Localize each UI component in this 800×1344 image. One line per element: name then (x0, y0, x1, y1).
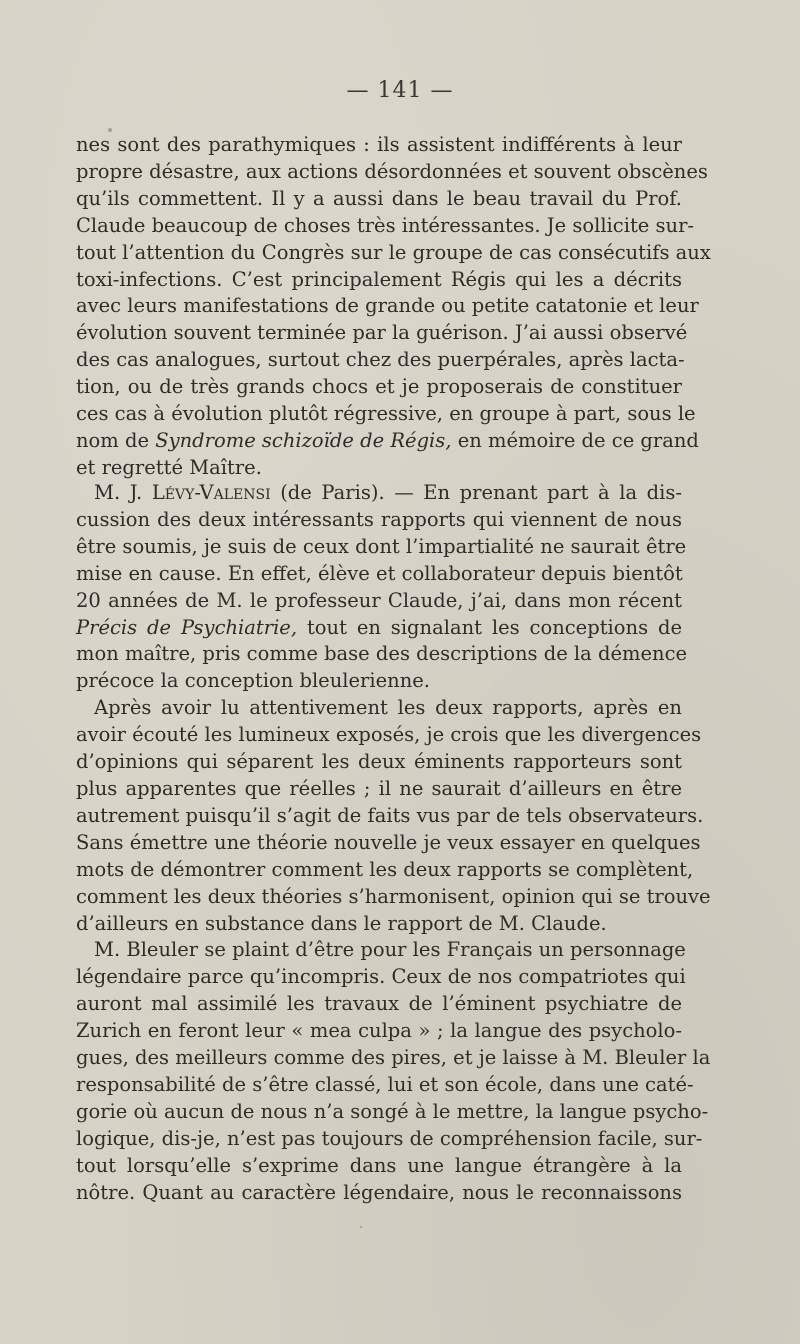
text-line: nôtre. Quant au caractère légendaire, nous le reconnaissons (76, 1180, 682, 1204)
text-line: logique, dis-je, n’est pas toujours de compréhension facile, sur- (76, 1126, 703, 1150)
syndrome-name-italic: Syndrome schizoïde de Régis, (155, 428, 452, 452)
text-line: 20 années de M. le professeur Claude, j’ai, dans mon récent (76, 588, 682, 612)
text-line: avoir écouté les lumineux exposés, je crois que les divergences (76, 723, 702, 747)
speaker-prefix: M. J. (94, 481, 152, 504)
text-line: cussion des deux intéressants rapports qui viennent de nous (76, 507, 682, 531)
text-fragment: (de Paris). — En prenant part à la dis- (270, 481, 682, 504)
speaker-name: Lévy-Valensi (151, 481, 271, 504)
text-line: nes sont des parathymiques : ils assistent indifférents à leur (76, 133, 682, 156)
text-line: évolution souvent terminée par la guérison. J’ai aussi observé (76, 321, 688, 345)
text-line: mon maître, pris comme base des descriptions de la démence (76, 642, 688, 666)
text-line: plus apparentes que réelles ; il ne saurait d’ailleurs en être (76, 776, 682, 800)
paper-speck (360, 1226, 362, 1228)
text-line: gorie où aucun de nous n’a songé à le mettre, la langue psycho- (76, 1099, 709, 1123)
text-fragment: en mémoire de ce grand (451, 428, 699, 452)
text-line: Après avoir lu attentivement les deux rapports, après en (94, 696, 682, 720)
text-line: tout l’attention du Congrès sur le groupe de cas consécutifs aux (76, 240, 711, 264)
text-line-with-italic (76, 615, 682, 642)
text-line: être soumis, je suis de ceux dont l’impartialité ne saurait être (76, 534, 687, 558)
paper-speck (404, 1190, 409, 1195)
text-fragment: tout en signalant les conceptions de (297, 615, 683, 639)
text-line: ces cas à évolution plutôt régressive, en groupe à part, sous le (76, 402, 696, 426)
text-line: qu’ils commettent. Il y a aussi dans le beau travail du Prof. (76, 186, 682, 210)
text-line: tout lorsqu’elle s’exprime dans une langue étrangère à la (76, 1153, 682, 1177)
text-line: propre désastre, aux actions désordonnées et souvent obscènes (76, 159, 708, 183)
text-line: avec leurs manifestations de grande ou petite catatonie et leur (76, 294, 699, 318)
paper-speck (108, 128, 112, 132)
text-line: d’ailleurs en substance dans le rapport de M. Claude. (76, 911, 607, 935)
text-line: mots de démontrer comment les deux rapports se complètent, (76, 857, 694, 881)
book-title-italic: Précis de Psychiatrie, (76, 615, 298, 639)
text-line: et regretté Maître. (76, 455, 262, 479)
text-line: précoce la conception bleulerienne. (76, 669, 431, 693)
text-fragment: nom de (76, 428, 156, 452)
paragraph-regis-syndrome (76, 132, 711, 482)
text-line: Sans émettre une théorie nouvelle je veux essayer en quelques (76, 830, 701, 854)
text-line: responsabilité de s’être classé, lui et son école, dans une caté- (76, 1072, 694, 1096)
text-line: Zurich en feront leur « mea culpa » ; la langue des psycholo- (76, 1019, 682, 1043)
text-line: d’opinions qui séparent les deux éminents rapporteurs sont (76, 750, 682, 774)
page-number: — 141 — (346, 78, 454, 103)
text-line: auront mal assimilé les travaux de l’éminent psychiatre de (76, 992, 682, 1016)
text-line-with-italic (76, 428, 699, 455)
text-line: toxi-infections. C’est principalement Régis qui les a décrits (76, 267, 682, 291)
text-line: gues, des meilleurs comme des pires, et je laisse à M. Bleuler la (76, 1046, 711, 1070)
text-line: mise en cause. En effet, élève et collaborateur depuis bientôt (76, 561, 683, 585)
text-line: Claude beaucoup de choses très intéressantes. Je sollicite sur- (76, 213, 695, 237)
text-line: des cas analogues, surtout chez des puerpérales, après lacta- (76, 348, 685, 372)
text-line: légendaire parce qu’incompris. Ceux de nos compatriotes qui (76, 965, 686, 989)
text-line: comment les deux théories s’harmonisent, opinion qui se trouve (76, 884, 711, 908)
text-line: M. Bleuler se plaint d’être pour les Français un personnage (94, 938, 686, 962)
intervention-levy-valensi (76, 480, 711, 1206)
speaker-line (76, 480, 682, 507)
text-line: tion, ou de très grands chocs et je proposerais de constituer (76, 375, 682, 399)
text-line: autrement puisqu’il s’agit de faits vus par de tels observateurs. (76, 803, 704, 827)
